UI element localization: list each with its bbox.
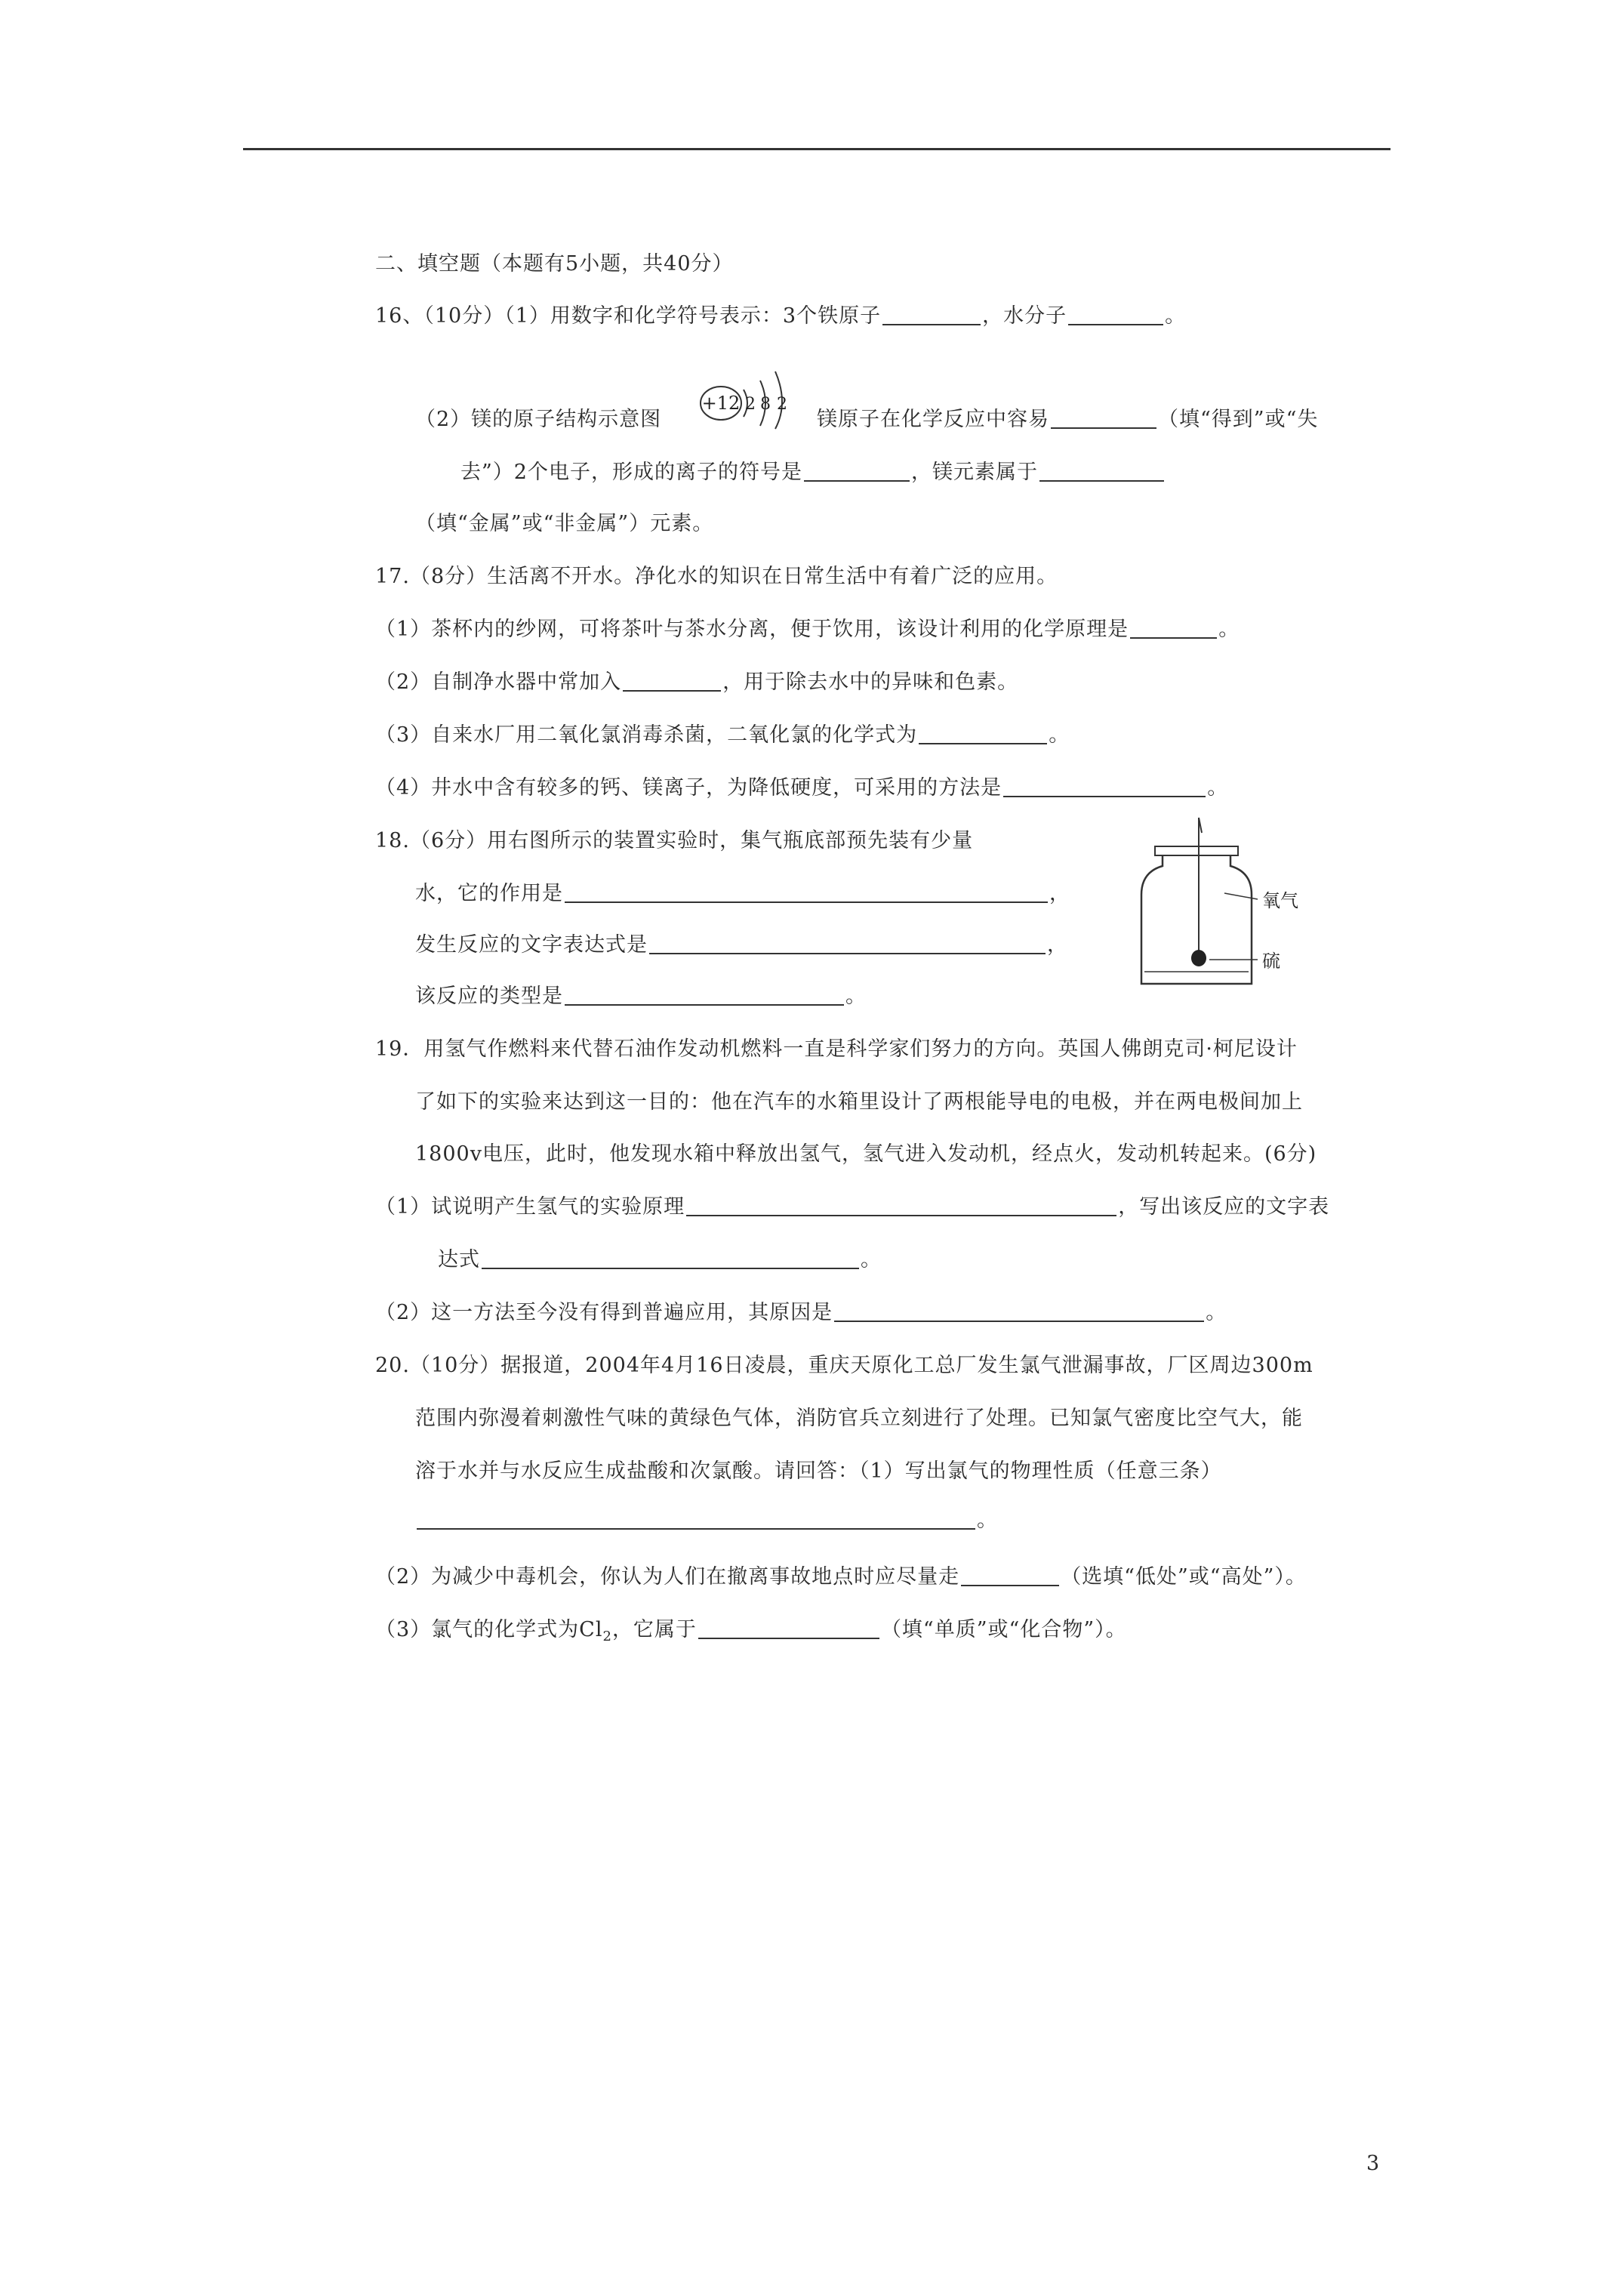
q16-line3 <box>460 462 1166 482</box>
q19-line1: 19．用氢气作燃料来代替石油作发动机燃料一直是科学家们努力的方向。英国人佛朗克司·柯尼设计 <box>375 1037 1298 1061</box>
q20-blank-properties[interactable] <box>417 1510 975 1530</box>
q20-part3 <box>375 1620 1127 1644</box>
q16-line1-text-a: 16、（10分）（1）用数字和化学符号表示：3个铁原子 <box>375 304 882 328</box>
q20-part3-text-b: ，它属于 <box>611 1618 697 1641</box>
q16-line1-text-c: 。 <box>1165 304 1187 328</box>
q18-line2-text-b: ， <box>1047 933 1068 957</box>
q17-blank-method[interactable] <box>1003 778 1206 797</box>
q19-blank-word-equation[interactable] <box>482 1250 859 1269</box>
q20-blank-low-high[interactable] <box>961 1567 1059 1586</box>
q19-part1c-text-b: 。 <box>861 1248 882 1271</box>
q18-line3-text-a: 该反应的类型是 <box>415 985 563 1008</box>
q17-blank-adsorbent[interactable] <box>623 672 721 692</box>
q16-blank-iron-atoms[interactable] <box>882 306 981 325</box>
q16-line1-text-b: ，水分子 <box>982 304 1067 328</box>
q17-part2 <box>375 672 1018 692</box>
q19-part1-text-a: （1）试说明产生氢气的实验原理 <box>375 1195 685 1219</box>
q18-line2-text-a: 发生反应的文字表达式是 <box>415 933 648 957</box>
q20-line3: 溶于水并与水反应生成盐酸和次氯酸。请回答：（1）写出氯气的物理性质（任意三条） <box>415 1459 1222 1483</box>
q17-intro: 17.（8分）生活离不开水。净化水的知识在日常生活中有着广泛的应用。 <box>375 565 1058 588</box>
q17-part4-text-b: 。 <box>1207 776 1229 800</box>
q16-line1 <box>375 306 1186 326</box>
q18-line2 <box>415 935 1068 955</box>
leader-gas <box>1224 893 1258 899</box>
q17-part3-text-a: （3）自来水厂用二氧化氯消毒杀菌，二氧化氯的化学式为 <box>375 723 918 747</box>
q20-line4 <box>415 1510 998 1530</box>
shell-electrons-3: 2 <box>777 395 787 414</box>
q20-part3-text-c: （填“单质”或“化合物”）。 <box>880 1618 1127 1641</box>
q16-blank-gain-lose[interactable] <box>1051 409 1156 429</box>
q18-blank-reaction-type[interactable] <box>565 986 844 1006</box>
q20-part2 <box>375 1567 1307 1587</box>
q19-part2-text-b: 。 <box>1206 1301 1227 1324</box>
q16-line2-a: （2）镁的原子结构示意图 <box>415 408 662 431</box>
q18-line1-text-b: ， <box>1049 882 1070 905</box>
page-number: 3 <box>1366 2152 1380 2175</box>
q20-part3-subscript: 2 <box>602 1629 612 1644</box>
q20-line2: 范围内弥漫着刺激性气味的黄绿色气体，消防官兵立刻进行了处理。已知氯气密度比空气大，能 <box>415 1407 1303 1430</box>
q19-line2: 了如下的实验来达到这一目的：他在汽车的水箱里设计了两根能导电的电极，并在两电极间加上 <box>415 1090 1303 1114</box>
q16-line3-text-b: ，镁元素属于 <box>910 461 1038 484</box>
q17-blank-formula[interactable] <box>919 725 1047 744</box>
q17-part1 <box>375 619 1240 639</box>
q20-line4-text-b: 。 <box>977 1509 998 1532</box>
q18-intro: 18.（6分）用右图所示的装置实验时，集气瓶底部预先装有少量 <box>375 829 974 852</box>
q19-part1-cont <box>438 1250 882 1270</box>
q19-part1c-text-a: 达式 <box>438 1248 480 1271</box>
gas-jar-apparatus <box>1125 812 1321 993</box>
shell-electrons-2: 8 <box>760 395 771 414</box>
jar-lid <box>1155 846 1238 855</box>
q17-part2-text-b: ，用于除去水中的异味和色素。 <box>722 670 1019 694</box>
sulfur-burning <box>1191 950 1206 966</box>
q19-part1-text-b: ，写出该反应的文字表 <box>1118 1195 1330 1219</box>
q17-part4-text-a: （4）井水中含有较多的钙、镁离子，为降低硬度，可采用的方法是 <box>375 776 1002 800</box>
q17-part2-text-a: （2）自制净水器中常加入 <box>375 670 622 694</box>
q18-line1 <box>415 883 1070 904</box>
q16-blank-water-molecule[interactable] <box>1068 306 1163 325</box>
q18-blank-water-role[interactable] <box>565 883 1048 903</box>
q19-part2-text-a: （2）这一方法至今没有得到普遍应用，其原因是 <box>375 1301 833 1324</box>
q16-line2-rest <box>817 409 1318 430</box>
q16-blank-element-type[interactable] <box>1039 462 1164 482</box>
q16-line2-text-c: （填“得到”或“失 <box>1158 408 1319 431</box>
q16-line2-text-b: 镁原子在化学反应中容易 <box>817 408 1049 431</box>
q18-line3-text-b: 。 <box>845 985 867 1008</box>
q17-part1-text-b: 。 <box>1218 618 1240 641</box>
q17-blank-principle[interactable] <box>1130 619 1217 639</box>
q19-line3: 1800v电压，此时，他发现水箱中释放出氢气，氢气进入发动机，经点火，发动机转起来。(6分) <box>415 1142 1317 1166</box>
magnesium-atom-diagram <box>691 361 804 430</box>
q19-blank-reason[interactable] <box>834 1302 1204 1322</box>
q18-line3 <box>415 986 867 1006</box>
q20-blank-substance-type[interactable] <box>698 1620 879 1639</box>
q20-part2-text-b: （选填“低处”或“高处”）。 <box>1061 1565 1307 1589</box>
section-title: 二、填空题（本题有5小题，共40分） <box>375 252 734 276</box>
q16-blank-ion-symbol[interactable] <box>804 462 910 482</box>
q19-part2 <box>375 1302 1227 1323</box>
q17-part1-text-a: （1）茶杯内的纱网，可将茶叶与茶水分离，便于饮用，该设计利用的化学原理是 <box>375 618 1129 641</box>
q16-line4: （填“金属”或“非金属”）元素。 <box>415 512 714 535</box>
q19-part1 <box>375 1197 1329 1217</box>
shell-electrons-1: 2 <box>745 395 756 414</box>
label-oxygen: 氧气 <box>1262 890 1298 911</box>
label-sulfur: 硫 <box>1262 951 1280 972</box>
q20-line1: 20.（10分）据报道，2004年4月16日凌晨，重庆天原化工总厂发生氯气泄漏事故，厂区周边300m <box>375 1354 1313 1377</box>
nucleus-charge: +12 <box>701 393 741 414</box>
q19-blank-principle[interactable] <box>686 1197 1116 1216</box>
q20-part2-text-a: （2）为减少中毒机会，你认为人们在撤离事故地点时应尽量走 <box>375 1565 960 1589</box>
q18-line1-text-a: 水，它的作用是 <box>415 882 563 905</box>
q16-line3-text-a: 去”）2个电子，形成的离子的符号是 <box>460 461 802 484</box>
q17-part4 <box>375 778 1228 798</box>
q20-part3-text-a: （3）氯气的化学式为Cl <box>375 1618 603 1641</box>
q17-part3-text-b: 。 <box>1049 723 1070 747</box>
q17-part3 <box>375 725 1070 745</box>
q18-blank-word-equation[interactable] <box>649 935 1046 954</box>
header-rule <box>243 148 1390 150</box>
